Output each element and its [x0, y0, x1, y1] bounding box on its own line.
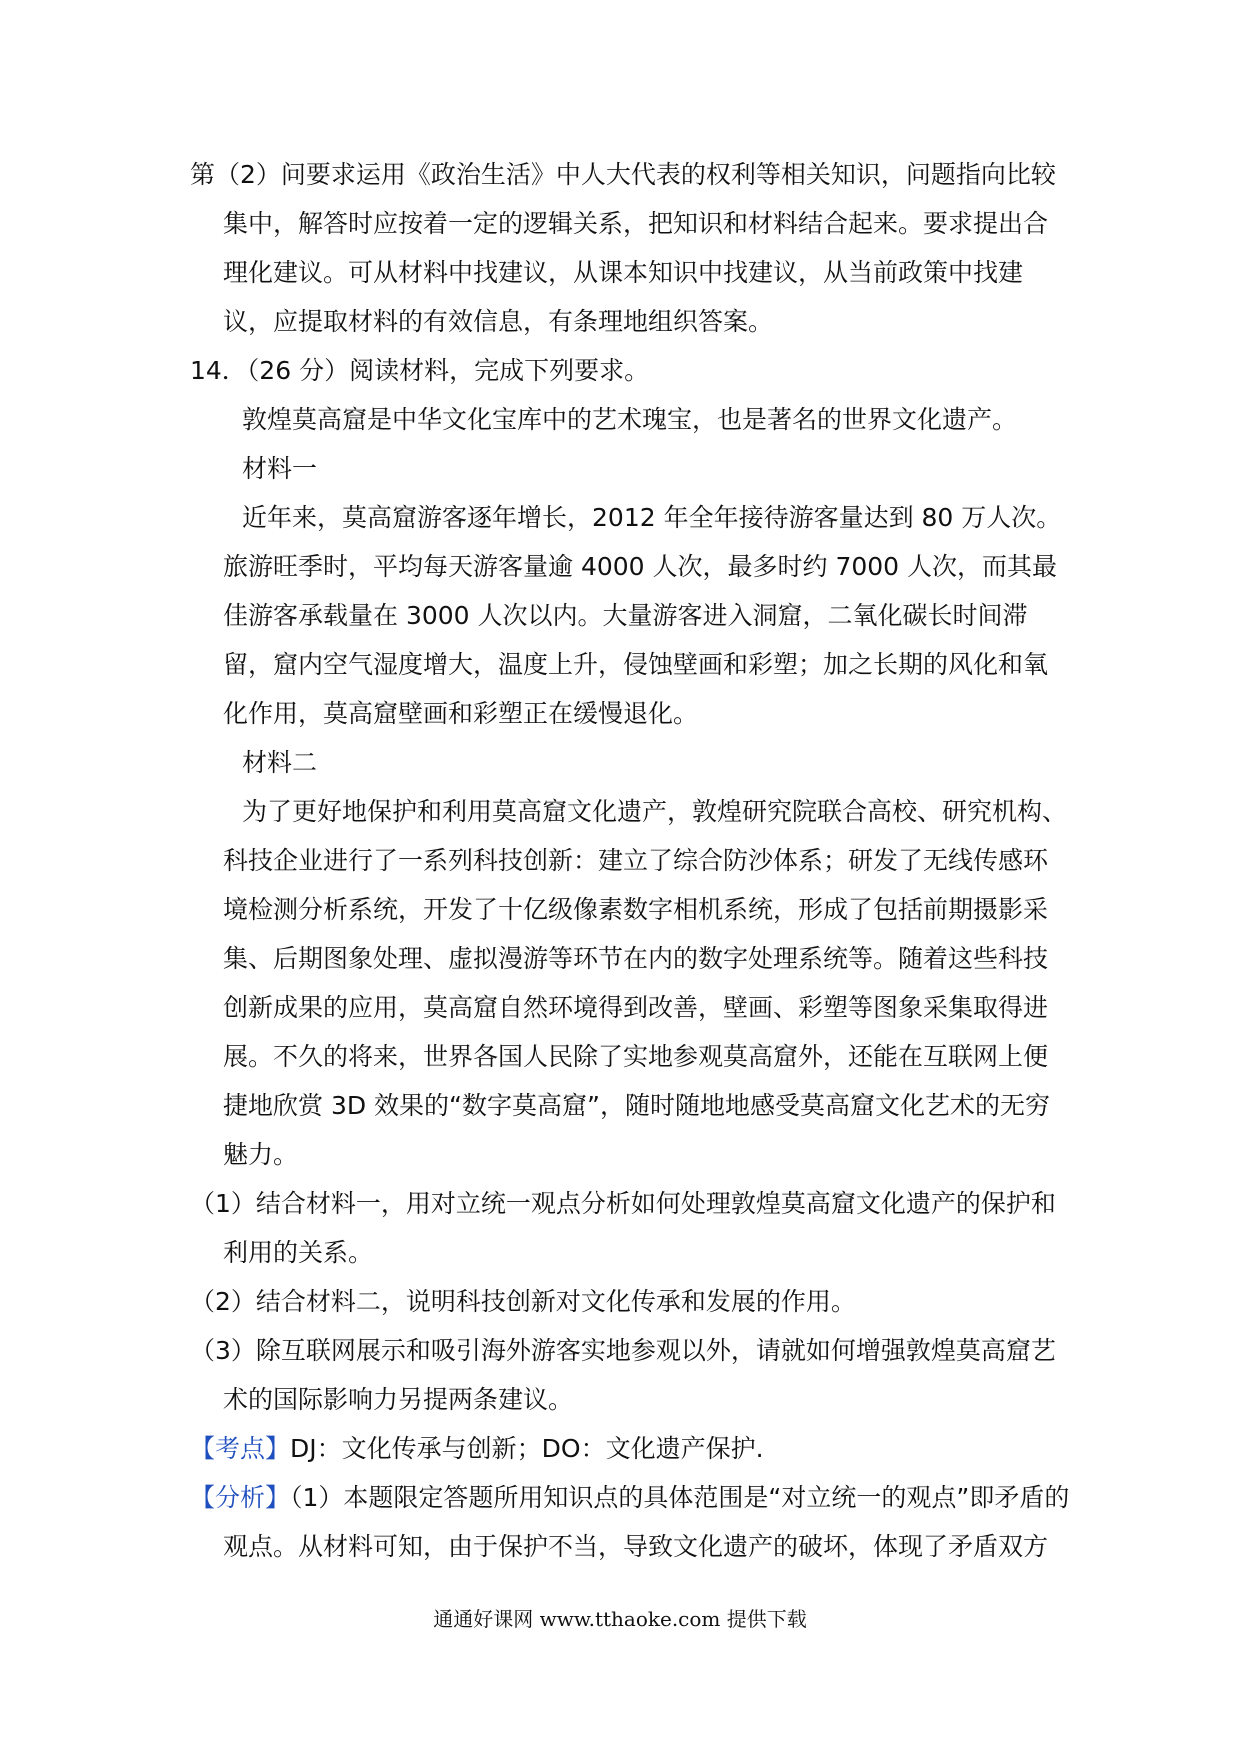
analysis-paragraph: 第（2）问要求运用《政治生活》中人大代表的权利等相关知识，问题指向比较集中，解答时应按着一定的逻辑关系，把知识和材料结合起来。要求提出合理化建议。可从材料中找建议，从课本知识中找建议，从当前政策中找建议，应提取材料的有效信息，有条理地组织答案。 — [190, 160, 1056, 336]
question-14-heading: 14．（26 分）阅读材料，完成下列要求。 — [190, 356, 650, 385]
fenxi-line — [190, 1473, 1070, 1571]
question-intro: 敦煌莫高窟是中华文化宝库中的艺术瑰宝，也是著名的世界文化遗产。 — [242, 405, 1018, 434]
kaodian-line — [190, 1424, 1070, 1473]
sub-question-2: （2）结合材料二，说明科技创新对文化传承和发展的作用。 — [190, 1287, 856, 1316]
material-1-text: 近年来，莫高窟游客逐年增长，2012 年全年接待游客量达到 80 万人次。旅游旺季时，平均每天游客量逾 4000 人次，最多时约 7000 人次，而其最佳游客承载量在 3000 人次以内。大量游客进入洞窟，二氧化碳长时间滞留，窟内空气湿度增大，温度上升，侵蚀壁画和彩塑；加之长期的风化和氧化作用，莫高窟壁画和彩塑正在缓慢退化。 — [223, 503, 1062, 728]
kaodian-text: DJ：文化传承与创新；DO：文化遗产保护. — [290, 1434, 764, 1463]
sub-question-3: （3）除互联网展示和吸引海外游客实地参观以外，请就如何增强敦煌莫高窟艺术的国际影响力另提两条建议。 — [190, 1336, 1056, 1414]
document-body — [190, 150, 1070, 1571]
kaodian-tag: 【考点】 — [190, 1434, 291, 1463]
fenxi-tag: 【分析】 — [190, 1483, 291, 1512]
fenxi-text: （1）本题限定答题所用知识点的具体范围是“对立统一的观点”即矛盾的观点。从材料可知，由于保护不当，导致文化遗产的破坏，体现了矛盾双方 — [223, 1483, 1070, 1561]
sub-question-1: （1）结合材料一，用对立统一观点分析如何处理敦煌莫高窟文化遗产的保护和利用的关系。 — [190, 1189, 1056, 1267]
material-2-title: 材料二 — [242, 748, 318, 777]
material-1-title: 材料一 — [242, 454, 318, 483]
page-footer: 通通好课网 www.tthaoke.com 提供下载 — [433, 1607, 807, 1631]
material-2-text: 为了更好地保护和利用莫高窟文化遗产，敦煌研究院联合高校、研究机构、科技企业进行了一系列科技创新：建立了综合防沙体系；研发了无线传感环境检测分析系统，开发了十亿级像素数字相机系统，形成了包括前期摄影采集、后期图象处理、虚拟漫游等环节在内的数字处理系统等。随着这些科技创新成果的应用，莫高窟自然环境得到改善，壁画、彩塑等图象采集取得进展。不久的将来，世界各国人民除了实地参观莫高窟外，还能在互联网上便捷地欣赏 3D 效果的“数字莫高窟”，随时随地地感受莫高窟文化艺术的无穷魅力。 — [223, 797, 1068, 1169]
